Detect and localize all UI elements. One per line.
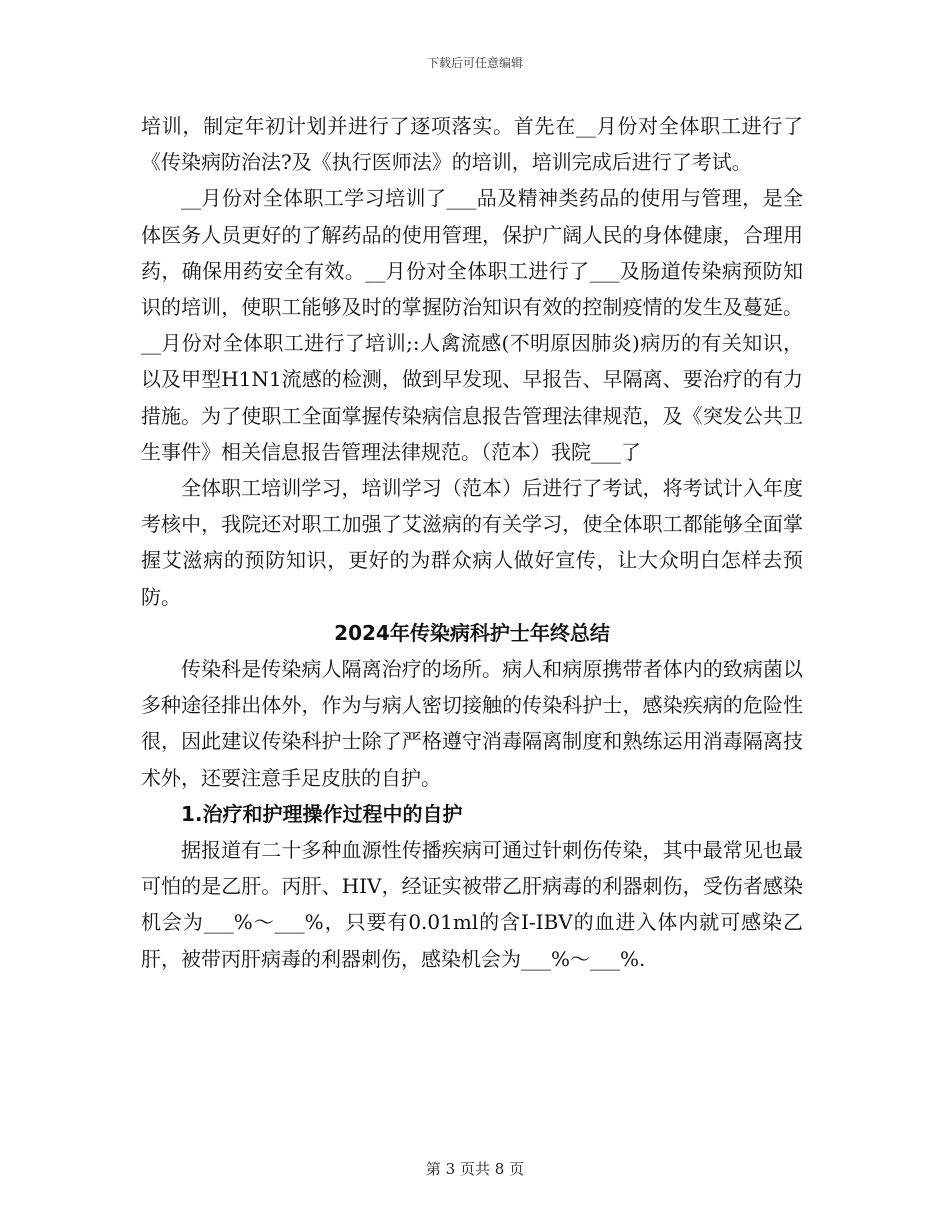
- page-header: 下载后可任意编辑: [426, 56, 523, 70]
- paragraph-monthly-training: __月份对全体职工学习培训了___品及精神类药品的使用与管理，是全体医务人员更好的了解药品的使用管理，保护广阔人民的身体健康，合理用药，确保用药安全有效。__月份对全体职工进行了___及肠道传染病预防知识的培训，使职工能够及时的掌握防治知识有效的控制疫情的发生及蔓延。__月份对全体职工进行了培训;:人禽流感(不明原因肺炎)病历的有关知识，以及甲型H1N1流感的检测，做到早发现、早报告、早隔离、要治疗的有力措施。为了使职工全面掌握传染病信息报告管理法律规范，及《突发公共卫生事件》相关信息报告管理法律规范。（范本）我院___了: [141, 186, 803, 464]
- section-title: 2024年传染病科护士年终总结: [334, 620, 610, 645]
- paragraph-infectious-dept: 传染科是传染病人隔离治疗的场所。病人和病原携带者体内的致病菌以多种途径排出体外，作为与病人密切接触的传染科护士，感染疾病的危险性很，因此建议传染科护士除了严格遵守消毒隔离制度和熟练运用消毒隔离技术外，还要注意手足皮肤的自护。: [141, 657, 803, 790]
- document-body: [141, 108, 803, 977]
- paragraph-training-plan: 培训，制定年初计划并进行了逐项落实。首先在__月份对全体职工进行了《传染病防治法?及《执行医师法》的培训，培训完成后进行了考试。: [141, 114, 803, 175]
- subheading-self-protection: 1.治疗和护理操作过程中的自护: [181, 801, 463, 826]
- paragraph-needlestick: 据报道有二十多种血源性传播疾病可通过针刺伤传染，其中最常见也最可怕的是乙肝。丙肝、HIV，经证实被带乙肝病毒的利器刺伤，受伤者感染机会为___%～___%，只要有0.01ml的含I-IBV的血进入体内就可感染乙肝，被带丙肝病毒的利器刺伤，感染机会为___%～___%.: [141, 838, 803, 971]
- page-number-footer: 第 3 页共 8 页: [425, 1160, 525, 1178]
- paragraph-staff-exam: 全体职工培训学习，培训学习（范本）后进行了考试，将考试计入年度考核中，我院还对职工加强了艾滋病的有关学习，使全体职工都能够全面掌握艾滋病的预防知识，更好的为群众病人做好宣传，让大众明白怎样去预防。: [141, 476, 803, 609]
